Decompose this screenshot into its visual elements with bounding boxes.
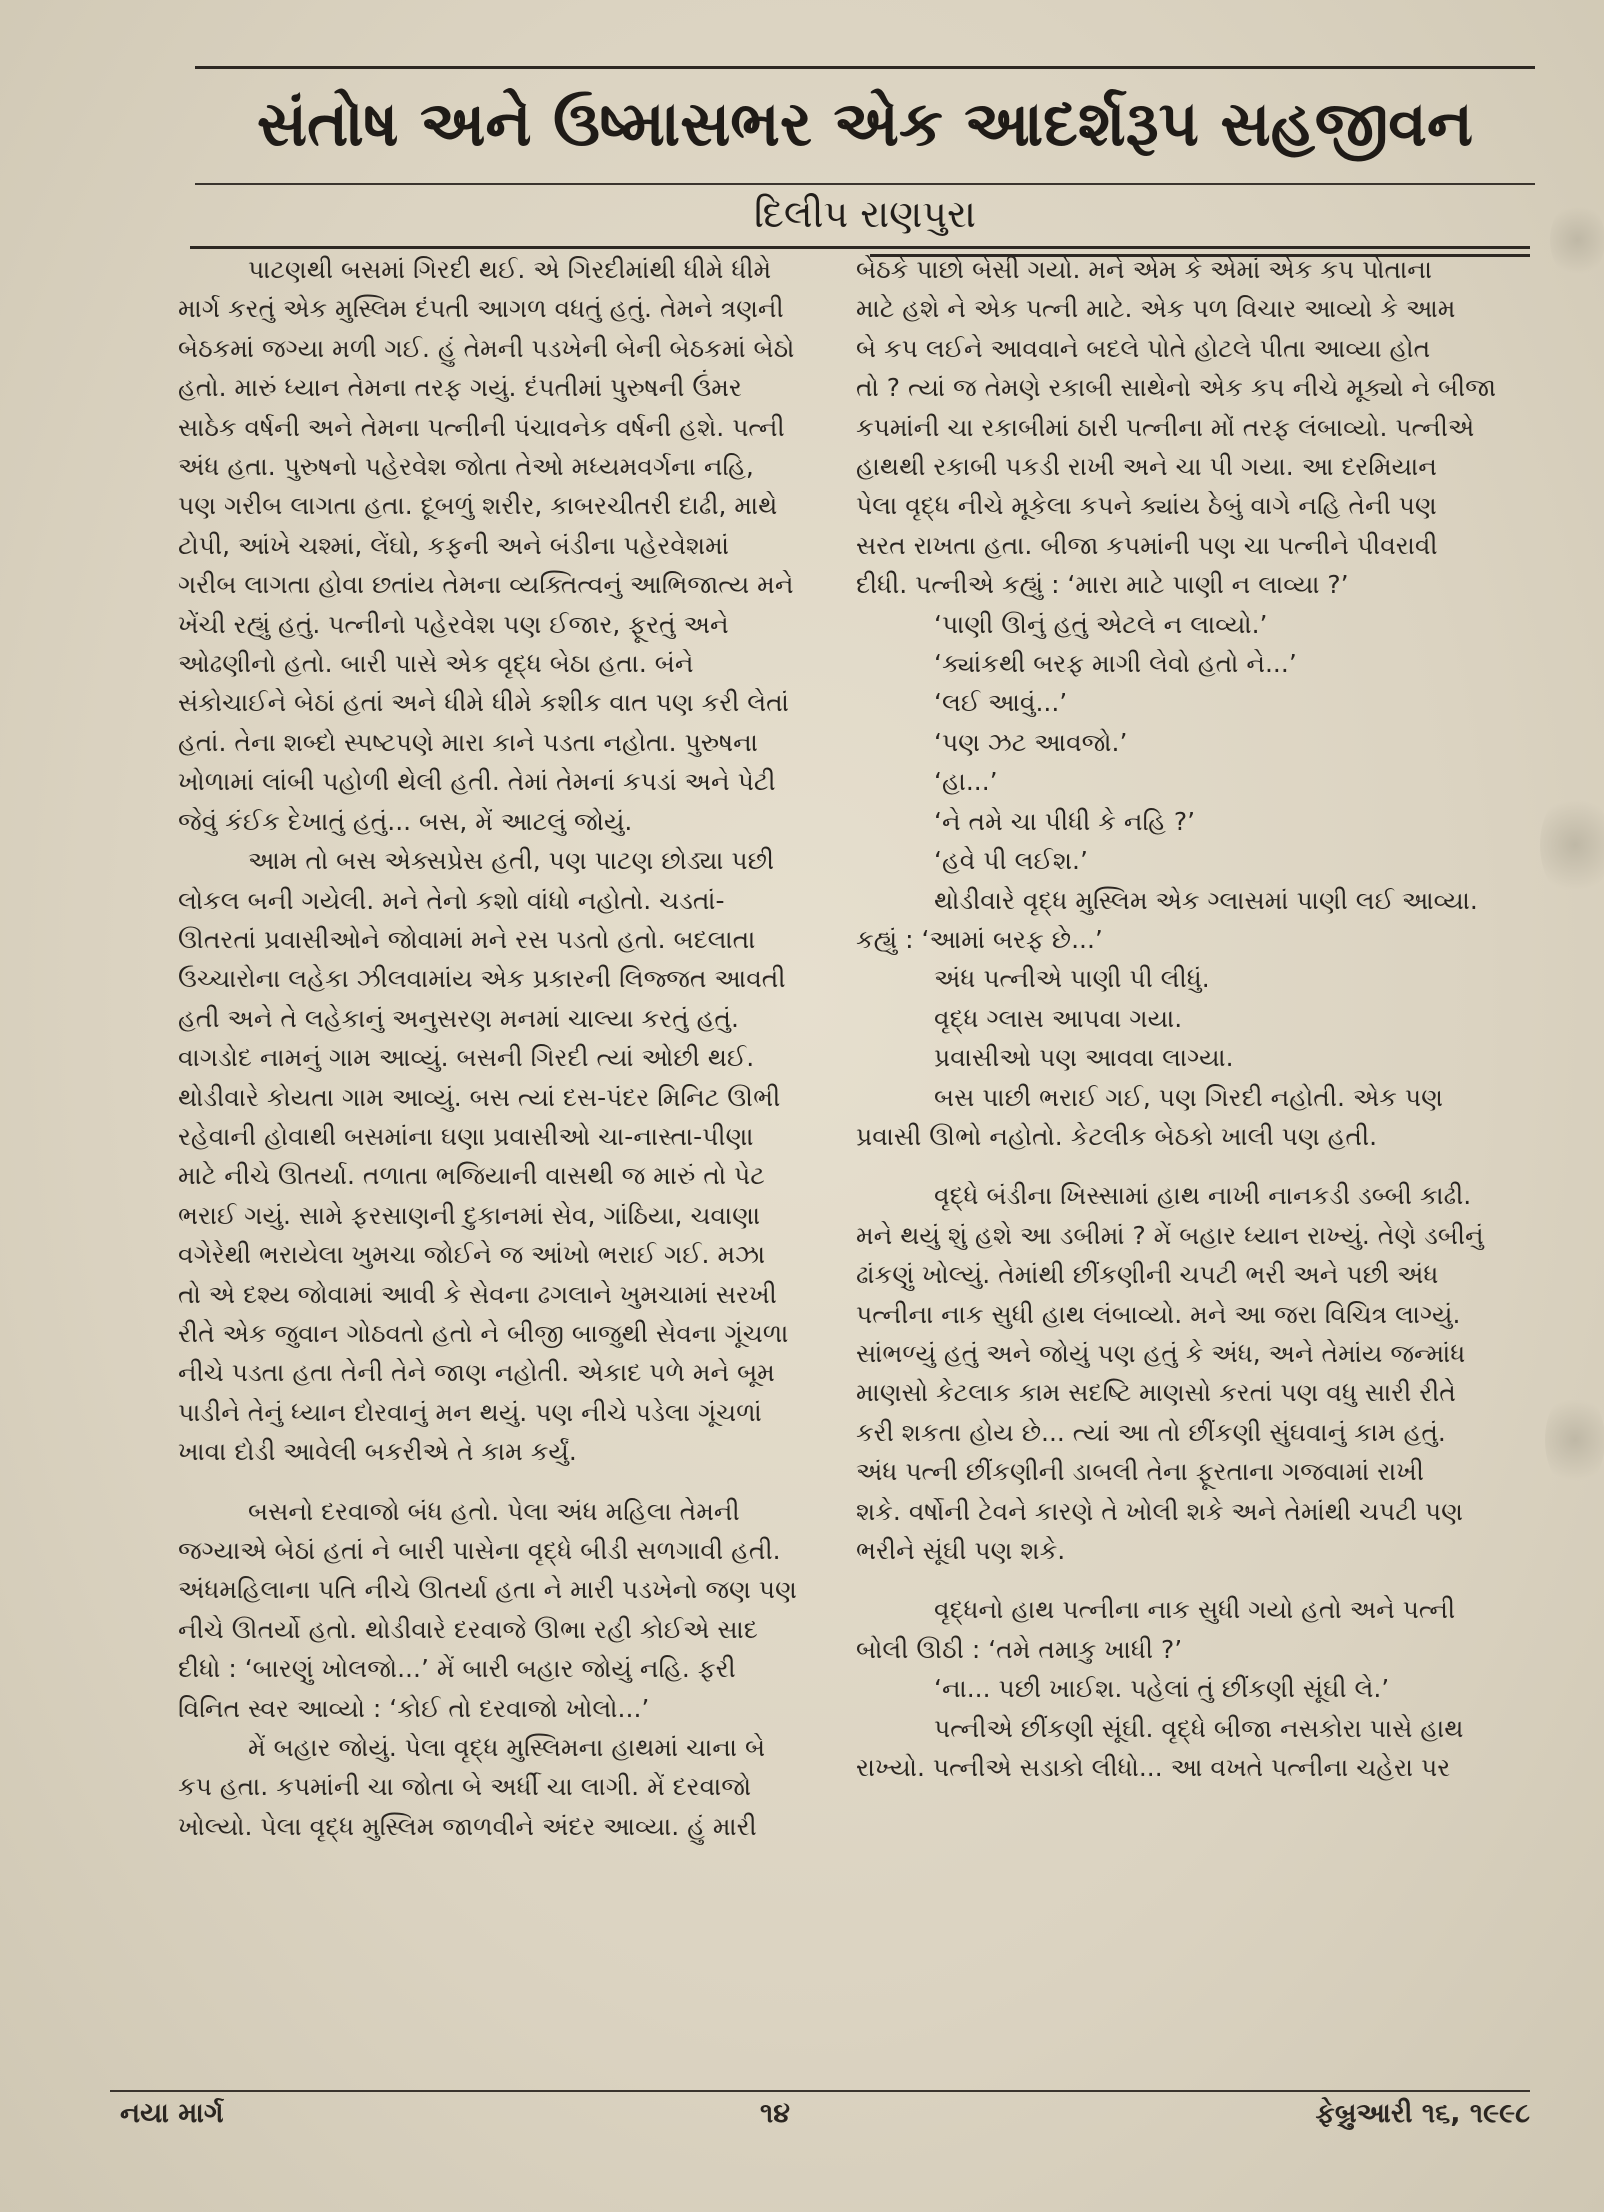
text-line: કપ હતા. કપમાંની ચા જોતા બે અર્ધી ચા લાગી. મેં દરવાજો bbox=[178, 1772, 752, 1802]
text-line: માટે નીચે ઊતર્યા. તળાતા ભજિયાની વાસથી જ મારું તો પેટ bbox=[178, 1161, 765, 1191]
dialogue-line: ‘પણ ઝટ આવજો.’ bbox=[934, 727, 1128, 757]
text-line: રીતે એક જુવાન ગોઠવતો હતો ને બીજી બાજુથી સેવના ગૂંચળા bbox=[178, 1318, 789, 1348]
text-line: ઉચ્ચારોના લહેકા ઝીલવામાંય એક પ્રકારની લિજ્જત આવતી bbox=[178, 964, 786, 994]
dialogue-line: ‘હવે પી લઈશ.’ bbox=[934, 846, 1088, 876]
text-line: કપમાંની ચા રકાબીમાં ઠારી પત્નીના મોં તરફ લંબાવ્યો. પત્નીએ bbox=[856, 412, 1475, 442]
text-line: બસ પાછી ભરાઈ ગઈ, પણ ગિરદી નહોતી. એક પણ bbox=[934, 1082, 1443, 1112]
text-line: દીધી. પત્નીએ કહ્યું : ‘મારા માટે પાણી ન લાવ્યા ?’ bbox=[856, 570, 1349, 600]
text-line: ભરીને સૂંઘી પણ શકે. bbox=[856, 1536, 1066, 1565]
text-line: અંધમહિલાના પતિ નીચે ઊતર્યા હતા ને મારી પડખેનો જણ પણ bbox=[178, 1575, 797, 1605]
text-line: પાડીને તેનું ધ્યાન દોરવાનું મન થયું. પણ નીચે પડેલા ગૂંચળાં bbox=[178, 1397, 762, 1427]
text-line: દીધો : ‘બારણું ખોલજો...’ મેં બારી બહાર જોયું નહિ. ફરી bbox=[178, 1654, 736, 1684]
text-line: સંકોચાઈને બેઠાં હતાં અને ધીમે ધીમે કશીક વાત પણ કરી લેતાં bbox=[178, 688, 789, 718]
text-line: કરી શકતા હોય છે... ત્યાં આ તો છીંકણી સુંઘવાનું કામ હતું. bbox=[856, 1417, 1446, 1447]
text-line: હતી અને તે લહેકાનું અનુસરણ મનમાં ચાલ્યા કરતું હતું. bbox=[178, 1003, 739, 1033]
text-line: વગેરેથી ભરાયેલા ખુમચા જોઈને જ આંખો ભરાઈ ગઈ. મઝા bbox=[178, 1240, 766, 1270]
text-line: રાખ્યો. પત્નીએ સડાકો લીધો... આ વખતે પત્નીના ચહેરા પર bbox=[856, 1753, 1451, 1783]
text-line: પાટણથી બસમાં ગિરદી થઈ. એ ગિરદીમાંથી ધીમે ધીમે bbox=[248, 255, 772, 284]
text-line: ગરીબ લાગતા હોવા છતાંય તેમના વ્યક્તિત્વનું આભિજાત્ય મને bbox=[178, 570, 794, 600]
dialogue-line: ‘ને તમે ચા પીધી કે નહિ ?’ bbox=[934, 806, 1196, 836]
page-crease bbox=[1550, 200, 1604, 280]
text-line: નીચે ઊતર્યો હતો. થોડીવારે દરવાજે ઊભા રહી કોઈએ સાદ bbox=[178, 1614, 758, 1644]
publication-name: નયા માર્ગ bbox=[120, 2098, 224, 2129]
text-line: વૃદ્ધે બંડીના ખિસ્સામાં હાથ નાખી નાનકડી ડબ્બી કાઢી. bbox=[934, 1181, 1472, 1211]
article-title: સંતોષ અને ઉષ્માસભર એક આદર્શરૂપ સહજીવન bbox=[256, 87, 1474, 160]
dialogue-line: ‘ના... પછી ખાઈશ. પહેલાં તું છીંકણી સૂંઘી લે.’ bbox=[934, 1674, 1390, 1704]
text-line: જેવું કંઈક દેખાતું હતું... બસ, મેં આટલું જોયું. bbox=[178, 806, 633, 836]
issue-date: ફેબ્રુઆરી ૧૬, ૧૯૯૮ bbox=[1315, 2098, 1530, 2129]
text-line: પત્નીએ છીંકણી સૂંઘી. વૃદ્ધે બીજા નસકોરા પાસે હાથ bbox=[934, 1713, 1464, 1743]
text-line: ઊતરતાં પ્રવાસીઓને જોવામાં મને રસ પડતો હતો. બદલાતા bbox=[178, 924, 756, 954]
text-line: સાંભળ્યું હતું અને જોયું પણ હતું કે અંધ, અને તેમાંય જન્માંધ bbox=[856, 1338, 1466, 1368]
text-line: વિનિત સ્વર આવ્યો : ‘કોઈ તો દરવાજો ખોલો...’ bbox=[178, 1693, 650, 1723]
article-author: દિલીપ રાણપુરા bbox=[754, 192, 976, 236]
text-line: થોડીવારે વૃદ્ધ મુસ્લિમ એક ગ્લાસમાં પાણી લઈ આવ્યા. bbox=[934, 885, 1478, 915]
text-line: બેઠકે પાછો બેસી ગયો. મને એમ કે એમાં એક કપ પોતાના bbox=[856, 255, 1432, 284]
text-line: કહ્યું : ‘આમાં બરફ છે...’ bbox=[856, 924, 1103, 954]
text-line: માટે હશે ને એક પત્ની માટે. એક પળ વિચાર આવ્યો કે આમ bbox=[856, 294, 1456, 324]
text-line: બે કપ લઈને આવવાને બદલે પોતે હોટલે પીતા આવ્યા હોત bbox=[856, 333, 1431, 363]
text-line: અંધ પત્ની છીંકણીની ડાબલી તેના ફૂરતાના ગજવામાં રાખી bbox=[856, 1457, 1424, 1487]
text-line: માર્ગ કરતું એક મુસ્લિમ દંપતી આગળ વધતું હતું. તેમને ત્રણની bbox=[178, 294, 784, 324]
page-crease bbox=[1540, 790, 1604, 900]
right-column bbox=[856, 250, 1530, 1787]
dialogue-line: ‘હા...’ bbox=[934, 767, 998, 797]
text-line: વૃદ્ધ ગ્લાસ આપવા ગયા. bbox=[934, 1003, 1183, 1033]
text-line: નીચે પડતા હતા તેની તેને જાણ નહોતી. એકાદ પળે મને બૂમ bbox=[178, 1358, 775, 1388]
text-line: આમ તો બસ એક્સપ્રેસ હતી, પણ પાટણ છોડ્યા પછી bbox=[248, 846, 775, 876]
footer-rule bbox=[110, 2090, 1530, 2092]
text-line: પત્નીના નાક સુધી હાથ લંબાવ્યો. મને આ જરા વિચિત્ર લાગ્યું. bbox=[856, 1299, 1461, 1329]
text-line: માણસો કેટલાક કામ સદષ્ટિ માણસો કરતાં પણ વધુ સારી રીતે bbox=[856, 1378, 1456, 1408]
text-line: સાઠેક વર્ષની અને તેમના પત્નીની પંચાવનેક વર્ષની હશે. પત્ની bbox=[178, 412, 785, 442]
author-rule-bottom bbox=[190, 246, 1530, 249]
text-line: મને થયું શું હશે આ ડબીમાં ? મેં બહાર ધ્યાન રાખ્યું. તેણે ડબીનું bbox=[856, 1220, 1484, 1250]
page-crease bbox=[1545, 1390, 1604, 1490]
text-line: બેઠકમાં જગ્યા મળી ગઈ. હું તેમની પડખેની બેની બેઠકમાં બેઠો bbox=[178, 333, 795, 363]
text-line: ખેંચી રહ્યું હતું. પત્નીનો પહેરવેશ પણ ઈજાર, ફૂરતું અને bbox=[178, 609, 729, 639]
text-line: ખોલ્યો. પેલા વૃદ્ધ મુસ્લિમ જાળવીને અંદર આવ્યા. હું મારી bbox=[178, 1811, 757, 1841]
text-line: ઓઢણીનો હતો. બારી પાસે એક વૃદ્ધ બેઠા હતા. બંને bbox=[178, 649, 694, 679]
text-line: થોડીવારે કોયતા ગામ આવ્યું. બસ ત્યાં દસ-પંદર મિનિટ ઊભી bbox=[178, 1082, 781, 1112]
dialogue-line: ‘પાણી ઊનું હતું એટલે ન લાવ્યો.’ bbox=[934, 609, 1268, 639]
dialogue-line: ‘ક્યાંકથી બરફ માગી લેવો હતો ને...’ bbox=[934, 649, 1297, 679]
text-line: પણ ગરીબ લાગતા હતા. દૂબળું શરીર, કાબરચીતરી દાઢી, માથે bbox=[178, 491, 778, 521]
text-line: શકે. વર્ષોની ટેવને કારણે તે ખોલી શકે અને તેમાંથી ચપટી પણ bbox=[856, 1496, 1463, 1526]
dialogue-line: ‘લઈ આવું...’ bbox=[934, 688, 1068, 718]
text-line: ભરાઈ ગયું. સામે ફરસાણની દુકાનમાં સેવ, ગાંઠિયા, ચવાણા bbox=[178, 1200, 761, 1230]
text-line: મેં બહાર જોયું. પેલા વૃદ્ધ મુસ્લિમના હાથમાં ચાના બે bbox=[248, 1733, 766, 1763]
page-number: ૧૪ bbox=[760, 2098, 790, 2129]
text-line: હાથથી રકાબી પકડી રાખી અને ચા પી ગયા. આ દરમિયાન bbox=[856, 452, 1437, 482]
text-line: ખોળામાં લાંબી પહોળી થેલી હતી. તેમાં તેમનાં કપડાં અને પેટી bbox=[178, 767, 776, 797]
text-line: પ્રવાસી ઊભો નહોતો. કેટલીક બેઠકો ખાલી પણ હતી. bbox=[856, 1121, 1378, 1151]
header-rule bbox=[195, 66, 1535, 69]
text-line: પેલા વૃદ્ધ નીચે મૂકેલા કપને ક્યાંય ઠેબું વાગે નહિ તેની પણ bbox=[856, 491, 1437, 521]
text-line: તો એ દશ્ય જોવામાં આવી કે સેવના ઢગલાને ખુમચામાં સરખી bbox=[178, 1279, 777, 1309]
text-line: સરત રાખતા હતા. બીજા કપમાંની પણ ચા પત્નીને પીવરાવી bbox=[856, 530, 1438, 560]
author-rule-top bbox=[195, 183, 1535, 185]
text-line: ટોપી, આંખે ચશ્માં, લેંઘો, કફની અને બંડીના પહેરવેશમાં bbox=[178, 530, 729, 560]
text-line: પ્રવાસીઓ પણ આવવા લાગ્યા. bbox=[934, 1043, 1234, 1073]
text-line: તો ? ત્યાં જ તેમણે રકાબી સાથેનો એક કપ નીચે મૂક્યો ને બીજા bbox=[856, 373, 1497, 403]
text-line: અંધ હતા. પુરુષનો પહેરવેશ જોતા તેઓ મધ્યમવર્ગના નહિ, bbox=[178, 452, 754, 482]
text-line: અંધ પત્નીએ પાણી પી લીધું. bbox=[934, 964, 1210, 994]
text-line: વાગડોદ નામનું ગામ આવ્યું. બસની ગિરદી ત્યાં ઓછી થઈ. bbox=[178, 1043, 755, 1073]
left-column bbox=[178, 250, 814, 1846]
text-line: લોકલ બની ગયેલી. મને તેનો કશો વાંધો નહોતો. ચડતાં- bbox=[178, 885, 725, 915]
text-line: હતાં. તેના શબ્દો સ્પષ્ટપણે મારા કાને પડતા નહોતા. પુરુષના bbox=[178, 727, 758, 757]
text-line: હતો. મારું ધ્યાન તેમના તરફ ગયું. દંપતીમાં પુરુષની ઉંમર bbox=[178, 373, 742, 403]
text-line: વૃદ્ધનો હાથ પત્નીના નાક સુધી ગયો હતો અને પત્ની bbox=[934, 1595, 1456, 1625]
text-line: રહેવાની હોવાથી બસમાંના ઘણા પ્રવાસીઓ ચા-નાસ્તા-પીણા bbox=[178, 1121, 754, 1151]
text-line: ઢાંકણું ખોલ્યું. તેમાંથી છીંકણીની ચપટી ભરી અને પછી અંધ bbox=[856, 1260, 1439, 1290]
text-line: જગ્યાએ બેઠાં હતાં ને બારી પાસેના વૃદ્ધે બીડી સળગાવી હતી. bbox=[178, 1536, 781, 1565]
text-line: બસનો દરવાજો બંધ હતો. પેલા અંધ મહિલા તેમની bbox=[248, 1496, 740, 1526]
text-line: ખાવા દોડી આવેલી બકરીએ તે કામ કર્યું. bbox=[178, 1437, 577, 1467]
text-line: બોલી ઊઠી : ‘તમે તમાકુ ખાધી ?’ bbox=[856, 1634, 1183, 1664]
